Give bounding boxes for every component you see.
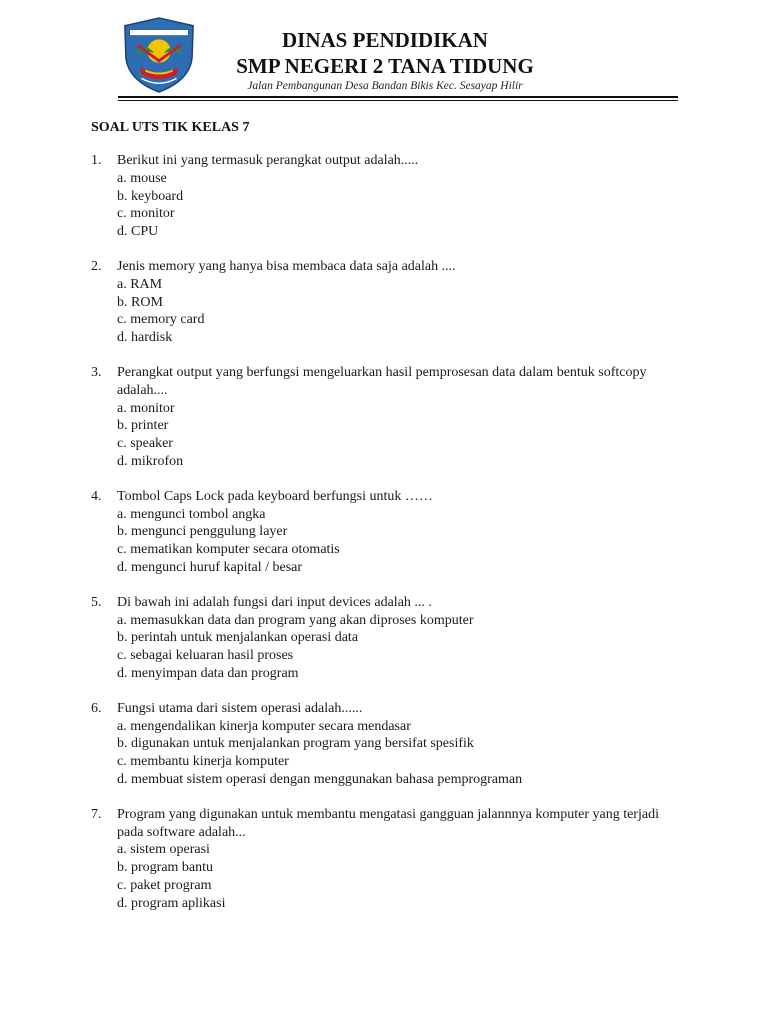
header-divider-thick [118, 96, 678, 98]
question-text: Program yang digunakan untuk membantu mengatasi gangguan jalannnya komputer yang terjadi pada software adalah... [117, 806, 659, 840]
question-item [91, 488, 671, 577]
answer-option: a. sistem operasi [117, 842, 210, 858]
answer-option: c. speaker [117, 436, 173, 452]
answer-option: c. memory card [117, 312, 205, 328]
question-list [91, 152, 671, 929]
question-item [91, 700, 671, 789]
answer-option: d. CPU [117, 224, 159, 240]
answer-option: b. ROM [117, 294, 163, 310]
answer-option: d. program aplikasi [117, 895, 226, 911]
answer-option: d. menyimpan data dan program [117, 665, 299, 681]
question-number: 6. [91, 700, 102, 716]
question-text: Tombol Caps Lock pada keyboard berfungsi untuk …… [117, 488, 433, 504]
question-text: Fungsi utama dari sistem operasi adalah...... [117, 700, 363, 716]
school-name: SMP NEGERI 2 TANA TIDUNG [236, 54, 534, 78]
question-item [91, 364, 671, 471]
question-number: 3. [91, 364, 102, 380]
question-row [91, 594, 671, 612]
header-divider-thin [118, 100, 678, 101]
exam-title: SOAL UTS TIK KELAS 7 [91, 120, 250, 135]
answer-option: a. mengunci tombol angka [117, 506, 266, 522]
answer-option: d. hardisk [117, 330, 173, 346]
answer-option: c. mematikan komputer secara otomatis [117, 542, 340, 558]
question-text: Perangkat output yang berfungsi mengeluarkan hasil pemprosesan data dalam bentuk softcopy adalah.... [117, 364, 647, 398]
school-address: Jalan Pembangunan Desa Bandan Bikis Kec. Sesayap Hilir [247, 80, 523, 92]
answer-option: a. mengendalikan kinerja komputer secara mendasar [117, 718, 411, 734]
answer-option: b. printer [117, 418, 169, 434]
question-text: Jenis memory yang hanya bisa membaca data saja adalah .... [117, 258, 456, 274]
answer-option: a. mouse [117, 170, 167, 186]
question-item [91, 258, 671, 347]
question-item [91, 152, 671, 241]
question-number: 2. [91, 258, 102, 274]
answer-option: c. paket program [117, 877, 212, 893]
answer-option: a. monitor [117, 400, 175, 416]
answer-option: b. digunakan untuk menjalankan program yang bersifat spesifik [117, 736, 474, 752]
answer-option: a. memasukkan data dan program yang akan diproses komputer [117, 612, 474, 628]
question-row [91, 364, 671, 400]
answer-option: c. sebagai keluaran hasil proses [117, 648, 294, 664]
question-number: 4. [91, 488, 102, 504]
question-number: 5. [91, 594, 102, 610]
answer-option: d. mikrofon [117, 453, 184, 469]
answer-option: b. keyboard [117, 188, 184, 204]
question-text: Berikut ini yang termasuk perangkat output adalah..... [117, 153, 419, 168]
answer-option: d. mengunci huruf kapital / besar [117, 559, 303, 575]
answer-option: b. mengunci penggulung layer [117, 524, 288, 540]
question-item [91, 806, 671, 913]
question-number: 1. [91, 153, 102, 168]
answer-option: d. membuat sistem operasi dengan menggunakan bahasa pemprograman [117, 771, 523, 787]
question-row [91, 152, 671, 170]
letterhead [0, 0, 768, 100]
answer-option: b. program bantu [117, 860, 214, 876]
question-row [91, 488, 671, 506]
question-row [91, 258, 671, 276]
question-row [91, 806, 671, 842]
question-number: 7. [91, 806, 102, 822]
answer-option: b. perintah untuk menjalankan operasi data [117, 630, 359, 646]
question-item [91, 594, 671, 683]
answer-option: a. RAM [117, 276, 163, 292]
question-row [91, 700, 671, 718]
answer-option: c. membantu kinerja komputer [117, 754, 289, 770]
org-name: DINAS PENDIDIKAN [282, 28, 488, 52]
answer-option: c. monitor [117, 206, 175, 222]
question-text: Di bawah ini adalah fungsi dari input devices adalah ... . [117, 594, 432, 610]
